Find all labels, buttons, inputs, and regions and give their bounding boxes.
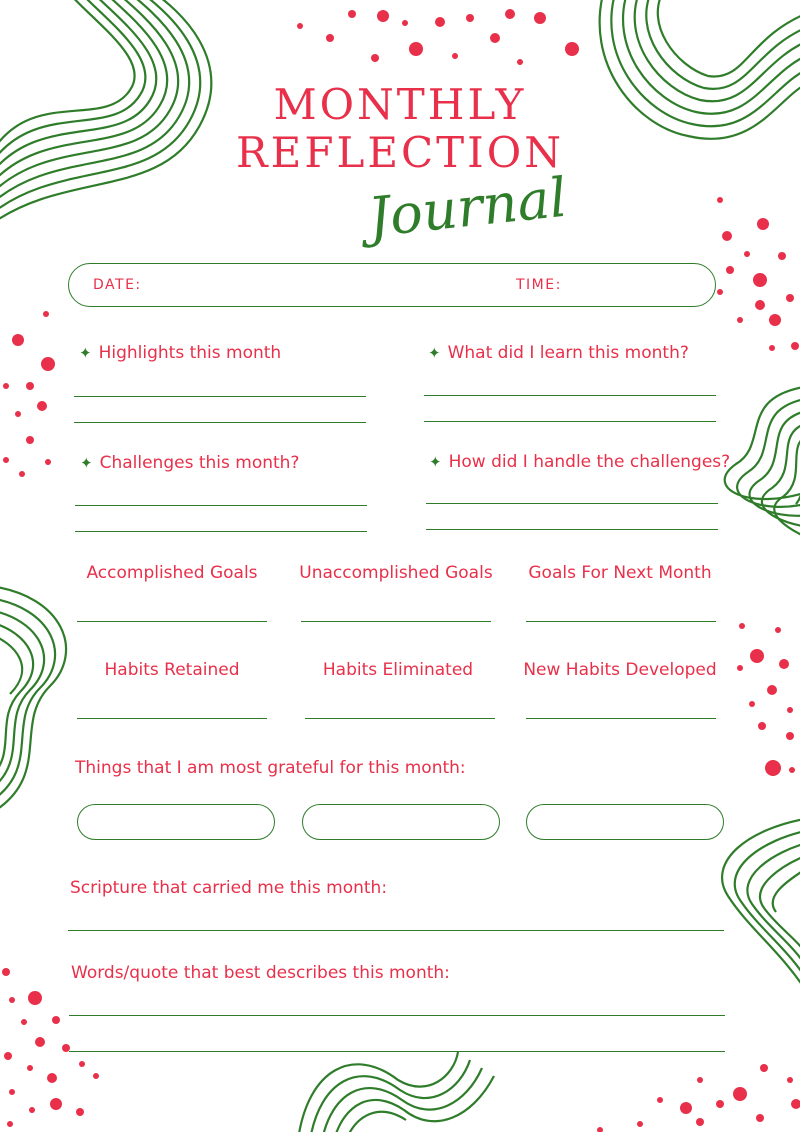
habit-answer-line[interactable] [305, 718, 495, 719]
four-point-star-icon: ✦ [79, 344, 92, 362]
wave-left-middle [0, 586, 66, 814]
goal-answer-line[interactable] [526, 621, 716, 622]
quote-answer-line[interactable] [69, 1015, 725, 1016]
answer-line[interactable] [74, 422, 366, 423]
gratitude-label: Things that I am most grateful for this month: [75, 758, 466, 778]
title-line-monthly: MONTHLY [273, 80, 527, 129]
scripture-label: Scripture that carried me this month: [70, 878, 388, 898]
goal-answer-line[interactable] [77, 621, 267, 622]
answer-line[interactable] [424, 395, 716, 396]
answer-line[interactable] [426, 529, 718, 530]
gratitude-box[interactable] [526, 804, 724, 840]
time-label: TIME: [516, 277, 562, 293]
gratitude-box[interactable] [77, 804, 275, 840]
wave-bottom [298, 1052, 494, 1132]
prompt-highlights [79, 343, 281, 363]
scripture-answer-line[interactable] [68, 930, 724, 931]
goals-next-month-label: Goals For Next Month [528, 563, 712, 583]
prompt-learned [428, 343, 689, 363]
habits-eliminated-label: Habits Eliminated [322, 660, 474, 680]
goals-accomplished-label: Accomplished Goals [86, 563, 258, 583]
date-time-bar[interactable] [68, 263, 716, 307]
quote-label: Words/quote that best describes this month: [71, 963, 450, 983]
prompt-highlights-label: Highlights this month [98, 343, 282, 363]
goals-unaccomplished-label: Unaccomplished Goals [299, 563, 493, 583]
answer-line[interactable] [74, 396, 366, 397]
date-label: DATE: [93, 277, 142, 293]
habits-retained-label: Habits Retained [104, 660, 240, 680]
prompt-handled-label: How did I handle the challenges? [448, 452, 731, 472]
prompt-handled [429, 452, 730, 472]
quote-answer-line[interactable] [69, 1051, 725, 1052]
title-script-journal: Journal [365, 165, 570, 250]
prompt-challenges-label: Challenges this month? [99, 453, 300, 473]
answer-line[interactable] [75, 505, 367, 506]
answer-line[interactable] [424, 421, 716, 422]
wave-right-lower [722, 818, 800, 997]
four-point-star-icon: ✦ [429, 453, 442, 471]
gratitude-box[interactable] [302, 804, 500, 840]
habit-answer-line[interactable] [526, 718, 716, 719]
wave-right-middle [725, 386, 800, 539]
prompt-challenges [80, 453, 299, 473]
title-line-reflection: REFLECTION [236, 128, 564, 177]
goal-answer-line[interactable] [301, 621, 491, 622]
habits-developed-label: New Habits Developed [523, 660, 717, 680]
four-point-star-icon: ✦ [80, 454, 93, 472]
answer-line[interactable] [75, 531, 367, 532]
habit-answer-line[interactable] [77, 718, 267, 719]
four-point-star-icon: ✦ [428, 344, 441, 362]
answer-line[interactable] [426, 503, 718, 504]
prompt-learned-label: What did I learn this month? [447, 343, 689, 363]
